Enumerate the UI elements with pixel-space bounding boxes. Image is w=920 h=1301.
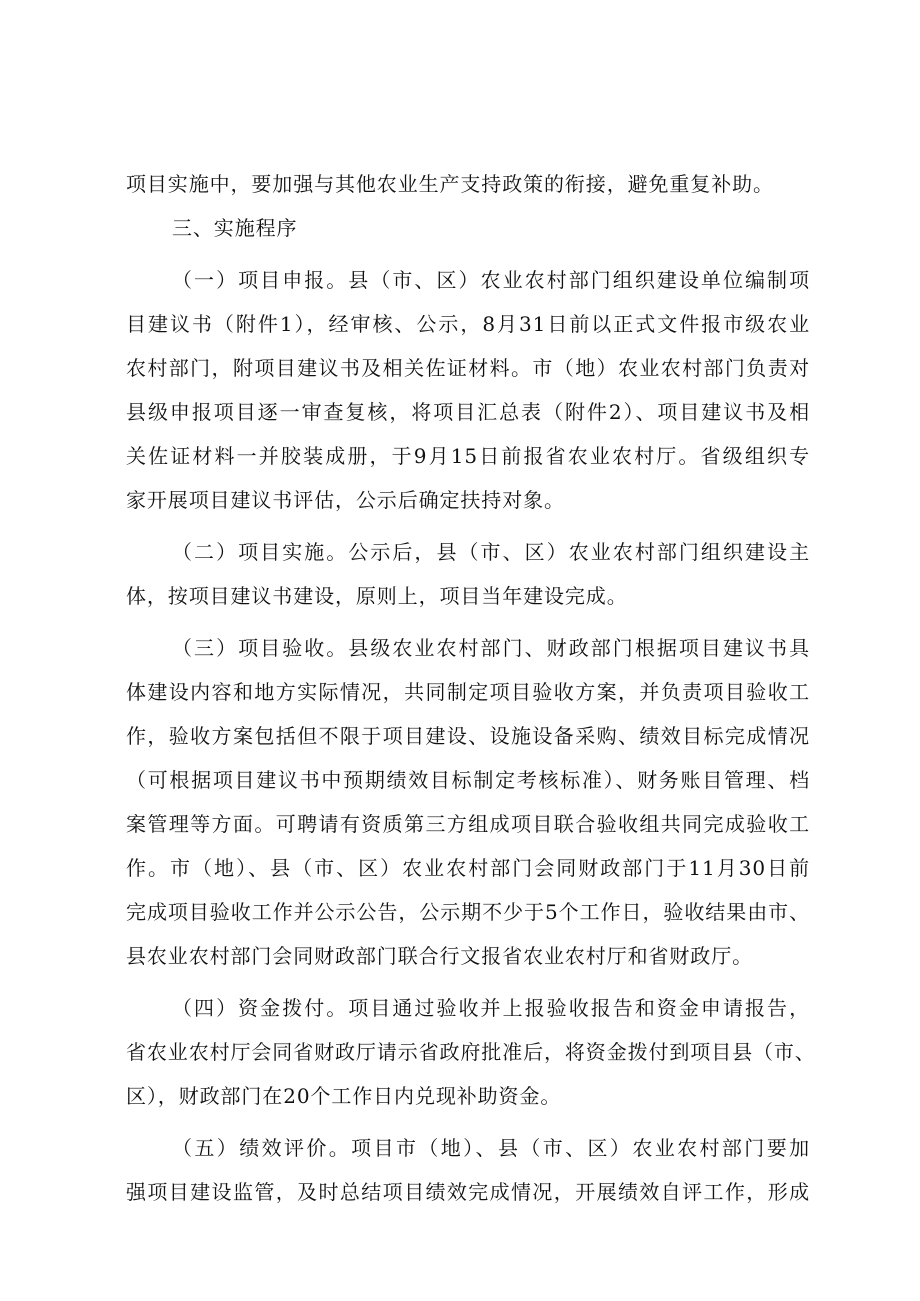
paragraph-line: 区），财政部门在20个工作日内兑现补助资金。 <box>126 1084 562 1108</box>
paragraph-line: 体建设内容和地方实际情况，共同制定项目验收方案，并负责项目验收工 <box>126 680 810 704</box>
paragraph-line: 家开展项目建议书评估，公示后确定扶持对象。 <box>126 488 565 512</box>
paragraph-line: 目建议书（附件1），经审核、公示，8月31日前以正式文件报市级农业 <box>126 312 810 336</box>
paragraph-line: 农村部门，附项目建议书及相关佐证材料。市（地）农业农村部门负责对 <box>126 356 810 380</box>
paragraph-line: 作，验收方案包括但不限于项目建设、设施设备采购、绩效目标完成情况 <box>126 724 810 748</box>
paragraph-line: 完成项目验收工作并公示公告，公示期不少于5个工作日，验收结果由市、 <box>126 900 810 924</box>
paragraph-line: （四）资金拨付。项目通过验收并上报验收报告和资金申请报告， <box>172 996 810 1020</box>
paragraph-line: （二）项目实施。公示后，县（市、区）农业农村部门组织建设主 <box>172 540 810 564</box>
paragraph-line: 省农业农村厅会同省财政厅请示省政府批准后，将资金拨付到项目县（市、 <box>126 1040 816 1064</box>
paragraph-line: 强项目建设监管，及时总结项目绩效完成情况，开展绩效自评工作，形成 <box>126 1180 810 1204</box>
paragraph-line: 体，按项目建议书建设，原则上，项目当年建设完成。 <box>126 584 628 608</box>
paragraph-line: （一）项目申报。县（市、区）农业农村部门组织建设单位编制项 <box>172 268 810 292</box>
paragraph-line: （三）项目验收。县级农业农村部门、财政部门根据项目建议书具 <box>172 636 810 660</box>
document-body <box>126 162 816 1214</box>
section-heading: 三、实施程序 <box>172 216 298 240</box>
paragraph-line: 作。市（地）、县（市、区）农业农村部门会同财政部门于11月30日前 <box>126 856 810 880</box>
paragraph-line: （可根据项目建议书中预期绩效目标制定考核标准）、财务账目管理、档 <box>126 768 810 792</box>
paragraph-line: （五）绩效评价。项目市（地）、县（市、区）农业农村部门要加 <box>172 1136 810 1160</box>
paragraph-line: 案管理等方面。可聘请有资质第三方组成项目联合验收组共同完成验收工 <box>126 812 810 836</box>
paragraph-line: 关佐证材料一并胶装成册，于9月15日前报省农业农村厅。省级组织专 <box>126 444 810 468</box>
paragraph-line: 项目实施中，要加强与其他农业生产支持政策的衔接，避免重复补助。 <box>126 172 774 196</box>
paragraph-line: 县农业农村部门会同财政部门联合行文报省农业农村厅和省财政厅。 <box>126 944 753 968</box>
paragraph-line: 县级申报项目逐一审查复核，将项目汇总表（附件2）、项目建议书及相 <box>126 400 810 424</box>
